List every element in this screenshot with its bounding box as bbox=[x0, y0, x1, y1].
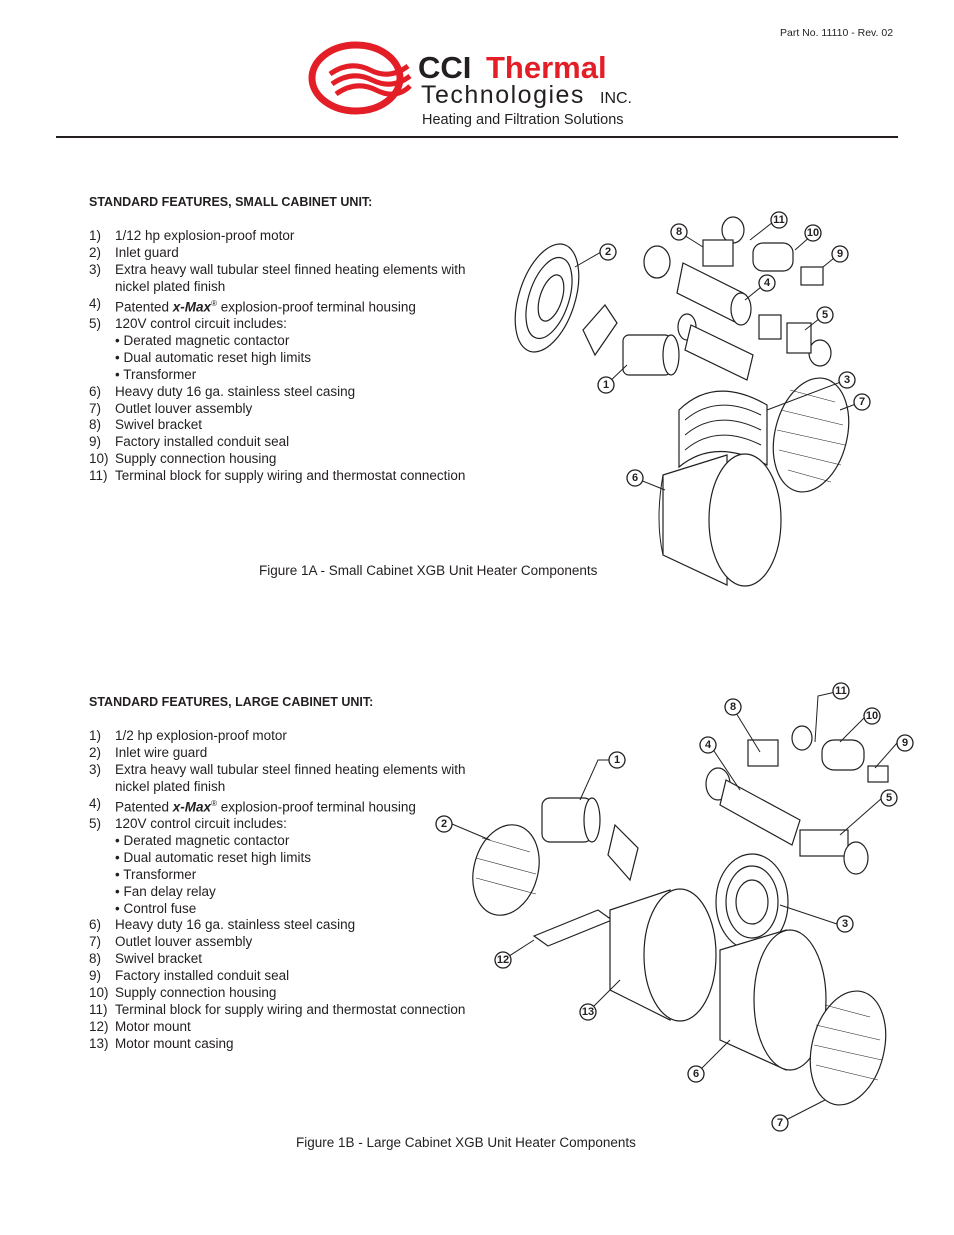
feature-text: Heavy duty 16 ga. stainless steel casing bbox=[115, 383, 356, 399]
feature-item bbox=[89, 384, 465, 401]
callout-10 bbox=[805, 225, 821, 241]
feature-number: 3) bbox=[89, 761, 102, 777]
feature-number: 11) bbox=[89, 468, 108, 484]
svg-text:5: 5 bbox=[885, 792, 893, 804]
feature-text: Outlet louver assembly bbox=[115, 934, 253, 950]
feature-number: 9) bbox=[89, 968, 102, 984]
callout-11 bbox=[833, 683, 849, 699]
feature-text: Supply connection housing bbox=[115, 451, 277, 467]
feature-text: 120V control circuit includes: bbox=[115, 816, 287, 832]
svg-text:2: 2 bbox=[604, 246, 612, 258]
feature-number: 13) bbox=[89, 1035, 109, 1051]
callout-6 bbox=[688, 1066, 704, 1082]
svg-text:9: 9 bbox=[901, 737, 909, 749]
feature-number: 4) bbox=[89, 295, 102, 311]
svg-text:7: 7 bbox=[858, 396, 866, 408]
feature-subitem: • Transformer bbox=[115, 366, 197, 382]
feature-text: Outlet louver assembly bbox=[115, 400, 253, 416]
feature-item bbox=[89, 228, 465, 245]
figure-1a-diagram bbox=[505, 205, 905, 595]
feature-number: 5) bbox=[89, 316, 102, 332]
feature-text: 120V control circuit includes: bbox=[115, 316, 287, 332]
terminal-housing-drawing bbox=[706, 768, 800, 845]
feature-item bbox=[89, 1002, 465, 1019]
part-number: Part No. 11110 - Rev. 02 bbox=[780, 27, 894, 39]
callout-7 bbox=[772, 1115, 788, 1131]
figure-1b-caption: Figure 1B - Large Cabinet XGB Unit Heater Components bbox=[296, 1135, 636, 1150]
svg-text:10: 10 bbox=[806, 227, 820, 239]
feature-number: 6) bbox=[89, 383, 102, 399]
feature-number: 2) bbox=[89, 244, 102, 260]
feature-number: 10) bbox=[89, 985, 109, 1001]
svg-text:10: 10 bbox=[865, 710, 879, 722]
feature-text: Terminal block for supply wiring and thermostat connection bbox=[115, 468, 466, 484]
callout-5 bbox=[881, 790, 897, 806]
callout-13 bbox=[580, 1004, 596, 1020]
small-features-list bbox=[89, 228, 465, 485]
feature-number: 7) bbox=[89, 400, 102, 416]
svg-text:8: 8 bbox=[675, 226, 683, 238]
feature-item bbox=[89, 245, 465, 262]
motor-mount-drawing bbox=[534, 910, 612, 946]
callout-4 bbox=[700, 737, 716, 753]
svg-text:9: 9 bbox=[836, 248, 844, 260]
large-features-title: STANDARD FEATURES, LARGE CABINET UNIT: bbox=[89, 695, 374, 709]
feature-text: Swivel bracket bbox=[115, 417, 203, 433]
callout-8 bbox=[725, 699, 741, 715]
feature-subitem: • Dual automatic reset high limits bbox=[115, 849, 312, 865]
feature-item: 4) Patented x-Max® explosion-proof terminal housing bbox=[89, 795, 416, 815]
feature-text: 1/12 hp explosion-proof motor bbox=[115, 228, 295, 243]
feature-text: Extra heavy wall tubular steel finned heating elements with bbox=[115, 761, 466, 777]
callout-12 bbox=[495, 952, 511, 968]
large-features-list bbox=[89, 728, 465, 1053]
callout-9 bbox=[832, 246, 848, 262]
svg-text:6: 6 bbox=[631, 472, 639, 484]
svg-text:5: 5 bbox=[821, 309, 829, 321]
svg-text:11: 11 bbox=[835, 685, 847, 697]
feature-number: 12) bbox=[89, 1018, 109, 1034]
callout-8 bbox=[671, 224, 687, 240]
feature-number: 4) bbox=[89, 795, 102, 811]
callout-3 bbox=[839, 372, 855, 388]
feature-item bbox=[89, 401, 465, 418]
feature-text: Swivel bracket bbox=[115, 951, 203, 967]
feature-text: Motor mount bbox=[115, 1018, 191, 1034]
casing-drawing bbox=[720, 930, 826, 1070]
callout-1 bbox=[598, 377, 614, 393]
svg-text:3: 3 bbox=[841, 918, 849, 930]
feature-subitem: • Fan delay relay bbox=[115, 883, 216, 899]
feature-text-continued: nickel plated finish bbox=[115, 778, 226, 794]
feature-text: Supply connection housing bbox=[115, 985, 277, 1001]
inlet-guard-drawing bbox=[463, 817, 549, 922]
feature-text-continued: nickel plated finish bbox=[115, 278, 226, 294]
callout-3 bbox=[837, 916, 853, 932]
feature-item bbox=[89, 951, 465, 968]
callout-4 bbox=[759, 275, 775, 291]
feature-item bbox=[89, 1019, 465, 1036]
svg-text:1: 1 bbox=[613, 754, 621, 766]
feature-item bbox=[89, 316, 465, 384]
motor-mount-casing-drawing bbox=[610, 889, 716, 1021]
feature-item bbox=[89, 816, 465, 917]
svg-text:6: 6 bbox=[692, 1068, 700, 1080]
feature-number: 7) bbox=[89, 934, 102, 950]
feature-number: 8) bbox=[89, 417, 102, 433]
feature-number: 11) bbox=[89, 1002, 108, 1017]
feature-item bbox=[89, 934, 465, 951]
feature-item bbox=[89, 985, 465, 1002]
feature-item bbox=[89, 917, 465, 934]
feature-item bbox=[89, 728, 465, 745]
header-divider bbox=[56, 136, 898, 138]
feature-number: 3) bbox=[89, 261, 102, 277]
feature-item bbox=[89, 468, 465, 485]
svg-text:11: 11 bbox=[773, 214, 785, 226]
feature-number: 10) bbox=[89, 451, 109, 467]
fan-blade-drawing bbox=[583, 305, 617, 355]
feature-item bbox=[89, 762, 465, 796]
svg-text:4: 4 bbox=[763, 277, 771, 289]
feature-subitem: • Derated magnetic contactor bbox=[115, 332, 290, 348]
feature-number: 5) bbox=[89, 816, 102, 832]
feature-number: 9) bbox=[89, 434, 102, 450]
figure-1a-caption: Figure 1A - Small Cabinet XGB Unit Heater Components bbox=[259, 563, 598, 578]
feature-item bbox=[89, 1036, 465, 1053]
feature-text: Terminal block for supply wiring and thermostat connection bbox=[115, 1002, 466, 1017]
svg-text:3: 3 bbox=[843, 374, 851, 386]
fan-blade-drawing bbox=[608, 825, 638, 880]
feature-text: Factory installed conduit seal bbox=[115, 968, 290, 984]
callout-2 bbox=[436, 816, 452, 832]
callout-2 bbox=[600, 244, 616, 260]
logo-text-technologies: Technologies bbox=[421, 81, 585, 109]
logo-tagline: Heating and Filtration Solutions bbox=[422, 112, 624, 128]
inlet-guard-drawing bbox=[503, 236, 591, 360]
feature-item bbox=[89, 451, 465, 468]
svg-text:2: 2 bbox=[440, 818, 448, 830]
feature-number: 1) bbox=[89, 728, 102, 743]
figure-1b-diagram bbox=[430, 680, 920, 1140]
outlet-louver-drawing bbox=[762, 370, 860, 500]
feature-number: 2) bbox=[89, 744, 102, 760]
callout-7 bbox=[854, 394, 870, 410]
feature-subitem: • Dual automatic reset high limits bbox=[115, 349, 312, 365]
feature-text: Inlet wire guard bbox=[115, 744, 208, 760]
feature-subitem: • Derated magnetic contactor bbox=[115, 832, 290, 848]
feature-text: Factory installed conduit seal bbox=[115, 434, 290, 450]
svg-text:4: 4 bbox=[704, 739, 712, 751]
svg-text:12: 12 bbox=[496, 954, 510, 966]
feature-text: Motor mount casing bbox=[115, 1035, 234, 1051]
feature-item bbox=[89, 417, 465, 434]
feature-text: Inlet guard bbox=[115, 244, 179, 260]
logo-text-inc: INC. bbox=[600, 90, 632, 107]
callout-6 bbox=[627, 470, 643, 486]
svg-text:1: 1 bbox=[602, 379, 610, 391]
feature-number: 1) bbox=[89, 228, 102, 243]
svg-text:13: 13 bbox=[581, 1006, 595, 1018]
feature-number: 8) bbox=[89, 951, 102, 967]
feature-subitem: • Control fuse bbox=[115, 900, 197, 916]
feature-subitem: • Transformer bbox=[115, 866, 197, 882]
callout-1 bbox=[609, 752, 625, 768]
callout-10 bbox=[864, 708, 880, 724]
svg-text:7: 7 bbox=[776, 1117, 784, 1129]
feature-item bbox=[89, 434, 465, 451]
callout-5 bbox=[817, 307, 833, 323]
motor-drawing bbox=[542, 798, 600, 842]
feature-item bbox=[89, 968, 465, 985]
casing-drawing bbox=[659, 454, 781, 586]
small-features-title: STANDARD FEATURES, SMALL CABINET UNIT: bbox=[89, 195, 373, 209]
feature-text: Heavy duty 16 ga. stainless steel casing bbox=[115, 917, 356, 933]
svg-text:8: 8 bbox=[729, 701, 737, 713]
callout-11 bbox=[771, 212, 787, 228]
feature-item bbox=[89, 745, 465, 762]
callout-9 bbox=[897, 735, 913, 751]
feature-item bbox=[89, 262, 465, 296]
company-logo bbox=[308, 40, 653, 130]
feature-item: 4) Patented x-Max® explosion-proof terminal housing bbox=[89, 295, 416, 315]
logo-text-cci: CCI bbox=[418, 50, 472, 85]
feature-number: 6) bbox=[89, 917, 102, 933]
logo-text-thermal: Thermal bbox=[486, 50, 607, 85]
feature-text: Extra heavy wall tubular steel finned heating elements with bbox=[115, 261, 466, 277]
feature-text: 1/2 hp explosion-proof motor bbox=[115, 728, 287, 743]
